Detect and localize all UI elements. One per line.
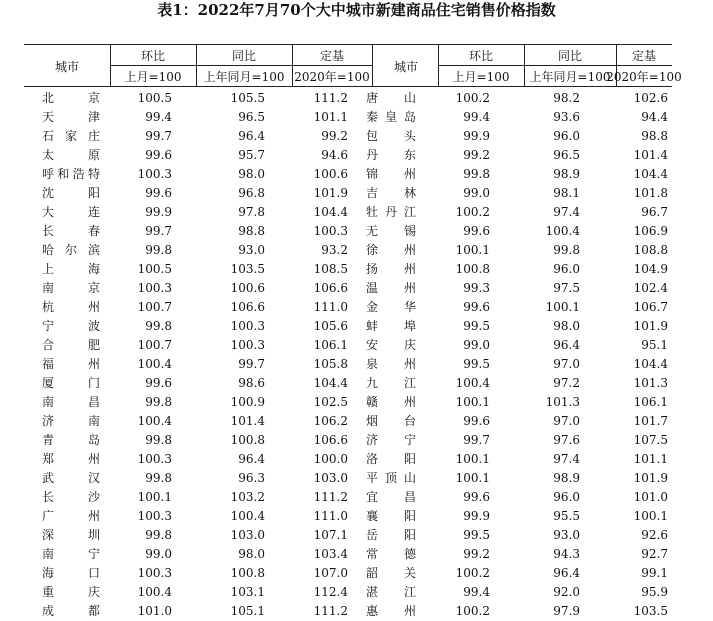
header-yoy-sub-right: 上年同月=100 xyxy=(529,70,611,84)
city-name: 岳 阳 xyxy=(366,528,416,542)
mom-value: 99.0 xyxy=(463,186,490,200)
mom-value: 100.5 xyxy=(137,91,172,105)
yoy-value: 97.5 xyxy=(553,281,580,295)
city-name: 海 口 xyxy=(42,566,100,580)
mom-value: 99.8 xyxy=(145,471,172,485)
yoy-value: 105.1 xyxy=(230,604,265,618)
base-value: 101.9 xyxy=(313,186,348,200)
mom-value: 100.2 xyxy=(455,566,490,580)
yoy-value: 96.4 xyxy=(238,452,265,466)
base-value: 93.2 xyxy=(321,243,348,257)
mom-value: 100.7 xyxy=(137,338,172,352)
table-row xyxy=(24,317,672,336)
base-value: 101.9 xyxy=(633,319,668,333)
mom-value: 99.6 xyxy=(463,414,490,428)
base-value: 102.6 xyxy=(633,91,668,105)
table-row xyxy=(24,203,672,222)
mom-value: 99.4 xyxy=(463,110,490,124)
city-name: 唐 山 xyxy=(366,91,416,105)
city-name: 南 京 xyxy=(42,281,100,295)
city-name: 秦皇岛 xyxy=(366,110,416,124)
mom-value: 100.1 xyxy=(455,452,490,466)
yoy-value: 97.4 xyxy=(553,452,580,466)
city-name: 惠 州 xyxy=(366,604,416,618)
mom-value: 100.1 xyxy=(455,471,490,485)
mom-value: 100.1 xyxy=(137,490,172,504)
yoy-value: 96.0 xyxy=(553,262,580,276)
yoy-value: 103.2 xyxy=(230,490,265,504)
mom-value: 99.9 xyxy=(463,509,490,523)
city-name: 哈尔滨 xyxy=(42,243,100,257)
table-row xyxy=(24,241,672,260)
mom-value: 99.4 xyxy=(463,585,490,599)
yoy-value: 97.2 xyxy=(553,376,580,390)
base-value: 112.4 xyxy=(313,585,348,599)
yoy-value: 96.4 xyxy=(553,566,580,580)
table-row xyxy=(24,355,672,374)
mom-value: 99.6 xyxy=(145,148,172,162)
yoy-value: 96.3 xyxy=(238,471,265,485)
base-value: 101.4 xyxy=(633,148,668,162)
header-yoy-left: 同比 xyxy=(231,49,256,63)
base-value: 111.2 xyxy=(313,604,348,618)
city-name: 广 州 xyxy=(42,509,100,523)
yoy-value: 100.8 xyxy=(230,433,265,447)
base-value: 107.0 xyxy=(313,566,348,580)
yoy-value: 96.8 xyxy=(238,186,265,200)
base-value: 100.1 xyxy=(633,509,668,523)
table-row xyxy=(24,431,672,450)
yoy-value: 97.4 xyxy=(553,205,580,219)
yoy-value: 96.0 xyxy=(553,129,580,143)
mom-value: 99.2 xyxy=(463,547,490,561)
base-value: 102.5 xyxy=(313,395,348,409)
header-city-right: 城市 xyxy=(393,60,418,74)
mom-value: 99.2 xyxy=(463,148,490,162)
mom-value: 99.0 xyxy=(463,338,490,352)
table-row xyxy=(24,260,672,279)
base-value: 106.2 xyxy=(313,414,348,428)
city-name: 锦 州 xyxy=(366,167,416,181)
yoy-value: 100.3 xyxy=(230,338,265,352)
yoy-value: 99.7 xyxy=(238,357,265,371)
city-name: 杭 州 xyxy=(42,300,100,314)
yoy-value: 93.0 xyxy=(553,528,580,542)
table-row xyxy=(24,526,672,545)
yoy-value: 96.5 xyxy=(553,148,580,162)
city-name: 济 宁 xyxy=(366,433,416,447)
city-name: 长 春 xyxy=(42,224,100,238)
mom-value: 100.3 xyxy=(137,509,172,523)
table-row xyxy=(24,412,672,431)
header-base-right: 定基 xyxy=(631,49,656,63)
mom-value: 99.8 xyxy=(463,167,490,181)
yoy-value: 96.5 xyxy=(238,110,265,124)
table-row xyxy=(24,222,672,241)
yoy-value: 103.0 xyxy=(230,528,265,542)
base-value: 100.0 xyxy=(313,452,348,466)
table-row xyxy=(24,374,672,393)
city-name: 宜 昌 xyxy=(366,490,416,504)
base-value: 102.4 xyxy=(633,281,668,295)
city-name: 蚌 埠 xyxy=(366,319,416,333)
yoy-value: 97.8 xyxy=(238,205,265,219)
yoy-value: 93.6 xyxy=(553,110,580,124)
base-value: 101.8 xyxy=(633,186,668,200)
yoy-value: 105.5 xyxy=(230,91,265,105)
table-row xyxy=(24,564,672,583)
city-name: 大 连 xyxy=(42,205,100,219)
yoy-value: 92.0 xyxy=(553,585,580,599)
base-value: 94.6 xyxy=(321,148,348,162)
table-row xyxy=(24,602,672,621)
base-value: 98.8 xyxy=(641,129,668,143)
base-value: 100.6 xyxy=(313,167,348,181)
city-name: 郑 州 xyxy=(42,452,100,466)
base-value: 99.2 xyxy=(321,129,348,143)
base-value: 101.9 xyxy=(633,471,668,485)
header-yoy-right: 同比 xyxy=(557,49,582,63)
yoy-value: 101.3 xyxy=(545,395,580,409)
city-name: 深 圳 xyxy=(42,528,100,542)
base-value: 108.5 xyxy=(313,262,348,276)
table-row xyxy=(24,146,672,165)
base-value: 101.7 xyxy=(633,414,668,428)
yoy-value: 100.4 xyxy=(230,509,265,523)
yoy-value: 98.0 xyxy=(238,167,265,181)
mom-value: 99.7 xyxy=(463,433,490,447)
city-name: 石家庄 xyxy=(42,129,100,143)
base-value: 105.6 xyxy=(313,319,348,333)
city-name: 宁 波 xyxy=(42,319,100,333)
mom-value: 100.4 xyxy=(137,585,172,599)
mom-value: 100.2 xyxy=(455,91,490,105)
mom-value: 100.4 xyxy=(137,414,172,428)
table-row xyxy=(24,184,672,203)
mom-value: 100.2 xyxy=(455,205,490,219)
yoy-value: 98.0 xyxy=(238,547,265,561)
city-name: 常 德 xyxy=(366,547,416,561)
yoy-value: 97.6 xyxy=(553,433,580,447)
table-row xyxy=(24,108,672,127)
base-value: 95.1 xyxy=(641,338,668,352)
yoy-value: 98.1 xyxy=(553,186,580,200)
city-name: 牡丹江 xyxy=(366,205,416,219)
city-name: 北 京 xyxy=(42,91,100,105)
city-name: 厦 门 xyxy=(42,376,100,390)
yoy-value: 98.0 xyxy=(553,319,580,333)
yoy-value: 100.8 xyxy=(230,566,265,580)
header-base-sub-left: 2020年=100 xyxy=(294,70,370,84)
yoy-value: 106.6 xyxy=(230,300,265,314)
city-name: 平顶山 xyxy=(366,471,416,485)
yoy-value: 98.9 xyxy=(553,167,580,181)
mom-value: 99.0 xyxy=(145,547,172,561)
city-name: 韶 关 xyxy=(366,566,416,580)
mom-value: 100.7 xyxy=(137,300,172,314)
base-value: 106.1 xyxy=(633,395,668,409)
city-name: 包 头 xyxy=(366,129,416,143)
yoy-value: 100.3 xyxy=(230,319,265,333)
header-mid-rule xyxy=(438,65,672,66)
city-name: 九 江 xyxy=(366,376,416,390)
base-value: 92.7 xyxy=(641,547,668,561)
base-value: 104.4 xyxy=(633,167,668,181)
city-name: 济 南 xyxy=(42,414,100,428)
mom-value: 99.8 xyxy=(145,528,172,542)
mom-value: 99.6 xyxy=(463,224,490,238)
mom-value: 99.5 xyxy=(463,528,490,542)
city-name: 成 都 xyxy=(42,604,100,618)
base-value: 101.1 xyxy=(633,452,668,466)
header-mom-sub-right: 上月=100 xyxy=(452,70,510,84)
base-value: 103.4 xyxy=(313,547,348,561)
table-row xyxy=(24,336,672,355)
yoy-value: 99.8 xyxy=(553,243,580,257)
mom-value: 99.8 xyxy=(145,433,172,447)
city-name: 南 宁 xyxy=(42,547,100,561)
mom-value: 100.3 xyxy=(137,566,172,580)
yoy-value: 93.0 xyxy=(238,243,265,257)
city-name: 徐 州 xyxy=(366,243,416,257)
yoy-value: 98.2 xyxy=(553,91,580,105)
mom-value: 99.7 xyxy=(145,129,172,143)
base-value: 104.4 xyxy=(633,357,668,371)
city-name: 丹 东 xyxy=(366,148,416,162)
mom-value: 99.9 xyxy=(145,205,172,219)
city-name: 重 庆 xyxy=(42,585,100,599)
header-city-left: 城市 xyxy=(54,60,79,74)
base-value: 111.2 xyxy=(313,91,348,105)
header-base-left: 定基 xyxy=(319,49,344,63)
yoy-value: 100.9 xyxy=(230,395,265,409)
city-name: 武 汉 xyxy=(42,471,100,485)
base-value: 103.5 xyxy=(633,604,668,618)
yoy-value: 98.8 xyxy=(238,224,265,238)
base-value: 111.2 xyxy=(313,490,348,504)
yoy-value: 100.4 xyxy=(545,224,580,238)
base-value: 103.0 xyxy=(313,471,348,485)
mom-value: 99.8 xyxy=(145,395,172,409)
mom-value: 101.0 xyxy=(137,604,172,618)
city-name: 上 海 xyxy=(42,262,100,276)
base-value: 105.8 xyxy=(313,357,348,371)
table-row xyxy=(24,298,672,317)
table-row xyxy=(24,583,672,602)
mom-value: 99.5 xyxy=(463,357,490,371)
mom-value: 99.5 xyxy=(463,319,490,333)
header-mid-rule xyxy=(110,65,372,66)
yoy-value: 97.9 xyxy=(553,604,580,618)
yoy-value: 94.3 xyxy=(553,547,580,561)
city-name: 湛 江 xyxy=(366,585,416,599)
yoy-value: 96.0 xyxy=(553,490,580,504)
city-name: 金 华 xyxy=(366,300,416,314)
base-value: 111.0 xyxy=(313,509,348,523)
header-base-sub-right: 2020年=100 xyxy=(606,70,682,84)
base-value: 106.6 xyxy=(313,281,348,295)
base-value: 96.7 xyxy=(641,205,668,219)
header-mom-left: 环比 xyxy=(140,49,165,63)
mom-value: 100.3 xyxy=(137,281,172,295)
city-name: 长 沙 xyxy=(42,490,100,504)
yoy-value: 95.7 xyxy=(238,148,265,162)
yoy-value: 96.4 xyxy=(553,338,580,352)
city-name: 温 州 xyxy=(366,281,416,295)
city-name: 南 昌 xyxy=(42,395,100,409)
mom-value: 99.4 xyxy=(145,110,172,124)
mom-value: 99.6 xyxy=(463,490,490,504)
header-mom-right: 环比 xyxy=(468,49,493,63)
base-value: 107.1 xyxy=(313,528,348,542)
base-value: 99.1 xyxy=(641,566,668,580)
mom-value: 100.5 xyxy=(137,262,172,276)
mom-value: 99.7 xyxy=(145,224,172,238)
table-row xyxy=(24,393,672,412)
mom-value: 100.4 xyxy=(455,376,490,390)
yoy-value: 100.6 xyxy=(230,281,265,295)
city-name: 吉 林 xyxy=(366,186,416,200)
table-header xyxy=(24,44,682,86)
yoy-value: 95.5 xyxy=(553,509,580,523)
table-row xyxy=(24,89,672,108)
base-value: 106.1 xyxy=(313,338,348,352)
base-value: 107.5 xyxy=(633,433,668,447)
yoy-value: 96.4 xyxy=(238,129,265,143)
yoy-value: 103.1 xyxy=(230,585,265,599)
table-title: 表1：2022年7月70个大中城市新建商品住宅销售价格指数 xyxy=(157,1,556,19)
mom-value: 100.1 xyxy=(455,395,490,409)
city-name: 沈 阳 xyxy=(42,186,100,200)
table-row xyxy=(24,279,672,298)
yoy-value: 97.0 xyxy=(553,357,580,371)
table-row xyxy=(24,127,672,146)
city-name: 合 肥 xyxy=(42,338,100,352)
yoy-value: 97.0 xyxy=(553,414,580,428)
base-value: 106.9 xyxy=(633,224,668,238)
city-name: 烟 台 xyxy=(366,414,416,428)
base-value: 101.3 xyxy=(633,376,668,390)
mom-value: 99.3 xyxy=(463,281,490,295)
mom-value: 99.8 xyxy=(145,243,172,257)
mom-value: 100.3 xyxy=(137,452,172,466)
base-value: 111.0 xyxy=(313,300,348,314)
mom-value: 99.9 xyxy=(463,129,490,143)
base-value: 92.6 xyxy=(641,528,668,542)
table-row xyxy=(24,488,672,507)
city-name: 呼和浩特 xyxy=(42,167,100,181)
city-name: 安 庆 xyxy=(366,338,416,352)
base-value: 104.4 xyxy=(313,376,348,390)
city-name: 扬 州 xyxy=(366,262,416,276)
header-yoy-sub-left: 上年同月=100 xyxy=(203,70,285,84)
city-name: 赣 州 xyxy=(366,395,416,409)
yoy-value: 100.1 xyxy=(545,300,580,314)
mom-value: 100.3 xyxy=(137,167,172,181)
base-value: 101.0 xyxy=(633,490,668,504)
base-value: 104.4 xyxy=(313,205,348,219)
mom-value: 100.8 xyxy=(455,262,490,276)
city-name: 洛 阳 xyxy=(366,452,416,466)
city-name: 青 岛 xyxy=(42,433,100,447)
mom-value: 100.2 xyxy=(455,604,490,618)
table-row xyxy=(24,545,672,564)
city-name: 福 州 xyxy=(42,357,100,371)
yoy-value: 103.5 xyxy=(230,262,265,276)
base-value: 108.8 xyxy=(633,243,668,257)
yoy-value: 101.4 xyxy=(230,414,265,428)
yoy-value: 98.6 xyxy=(238,376,265,390)
city-name: 无 锡 xyxy=(366,224,416,238)
base-value: 106.7 xyxy=(633,300,668,314)
city-name: 天 津 xyxy=(42,110,100,124)
table-row xyxy=(24,165,672,184)
mom-value: 99.8 xyxy=(145,319,172,333)
table-row xyxy=(24,469,672,488)
base-value: 95.9 xyxy=(641,585,668,599)
base-value: 104.9 xyxy=(633,262,668,276)
base-value: 101.1 xyxy=(313,110,348,124)
mom-value: 99.6 xyxy=(145,376,172,390)
base-value: 106.6 xyxy=(313,433,348,447)
city-name: 泉 州 xyxy=(366,357,416,371)
header-mom-sub-left: 上月=100 xyxy=(124,70,182,84)
city-name: 太 原 xyxy=(42,148,100,162)
base-value: 94.4 xyxy=(641,110,668,124)
mom-value: 100.4 xyxy=(137,357,172,371)
table-row xyxy=(24,450,672,469)
city-name: 襄 阳 xyxy=(366,509,416,523)
yoy-value: 98.9 xyxy=(553,471,580,485)
header-bottom-rule xyxy=(24,86,672,87)
mom-value: 99.6 xyxy=(145,186,172,200)
table-row xyxy=(24,507,672,526)
mom-value: 100.1 xyxy=(455,243,490,257)
base-value: 100.3 xyxy=(313,224,348,238)
mom-value: 99.6 xyxy=(463,300,490,314)
